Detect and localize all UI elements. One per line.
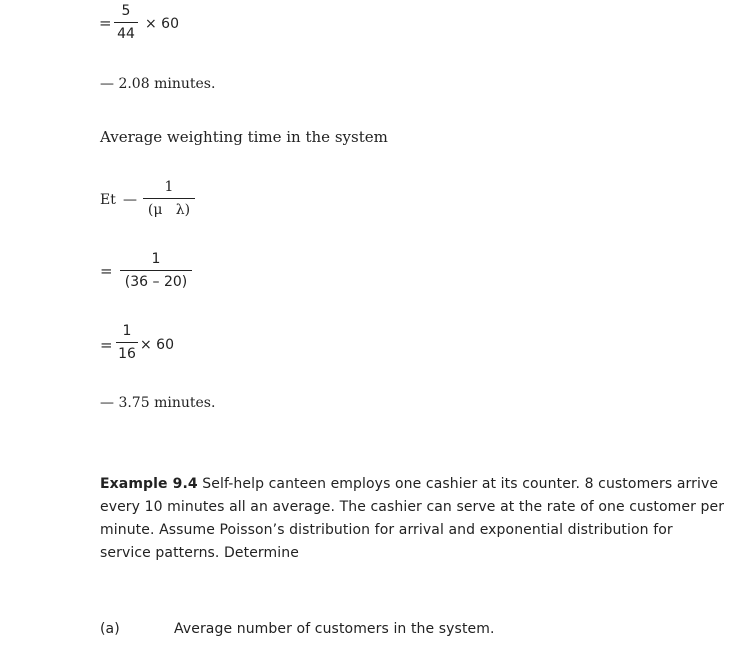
fraction-5-44 bbox=[114, 2, 138, 43]
fraction-1-36-20 bbox=[120, 250, 192, 291]
example-line-2: every 10 minutes all an average. The cashier can serve at the rate of one customer per bbox=[100, 499, 725, 515]
result-3-75-minutes: — 3.75 minutes. bbox=[100, 395, 216, 411]
multiply-60: × 60 bbox=[145, 16, 179, 32]
denominator: 16 bbox=[118, 346, 136, 362]
fraction-bar bbox=[114, 22, 138, 23]
numerator: 1 bbox=[151, 251, 161, 267]
equals-sign: = bbox=[100, 262, 113, 280]
denominator: (μ λ) bbox=[147, 202, 191, 218]
result-2-08-minutes: — 2.08 minutes. bbox=[100, 76, 216, 92]
example-line-3: minute. Assume Poisson’s distribution for arrival and exponential distribution for bbox=[100, 522, 673, 538]
multiply-60: × 60 bbox=[140, 337, 174, 353]
fraction-1-16 bbox=[116, 322, 138, 363]
fraction-1-mu-lambda bbox=[143, 178, 195, 219]
numerator: 1 bbox=[164, 179, 174, 195]
et-label: Et bbox=[100, 192, 116, 208]
example-line-1: Example 9.4 Self-help canteen employs one cashier at its counter. 8 customers arrive bbox=[100, 476, 719, 492]
fraction-bar bbox=[120, 270, 192, 271]
example-paragraph bbox=[100, 473, 724, 565]
et-dash: — bbox=[123, 192, 137, 208]
section-heading: Average weighting time in the system bbox=[100, 128, 388, 146]
equals-sign: = bbox=[99, 14, 112, 32]
denominator: (36 – 20) bbox=[124, 274, 188, 290]
list-marker: (a) bbox=[100, 621, 120, 637]
numerator: 1 bbox=[122, 323, 132, 339]
fraction-bar bbox=[116, 342, 138, 343]
list-item-text: Average number of customers in the system. bbox=[174, 621, 495, 637]
numerator: 5 bbox=[121, 3, 131, 19]
example-label: Example 9.4 bbox=[100, 476, 198, 492]
equals-sign: = bbox=[100, 336, 113, 354]
denominator: 44 bbox=[117, 26, 135, 42]
example-line-4: service patterns. Determine bbox=[100, 545, 299, 561]
fraction-bar bbox=[143, 198, 195, 199]
